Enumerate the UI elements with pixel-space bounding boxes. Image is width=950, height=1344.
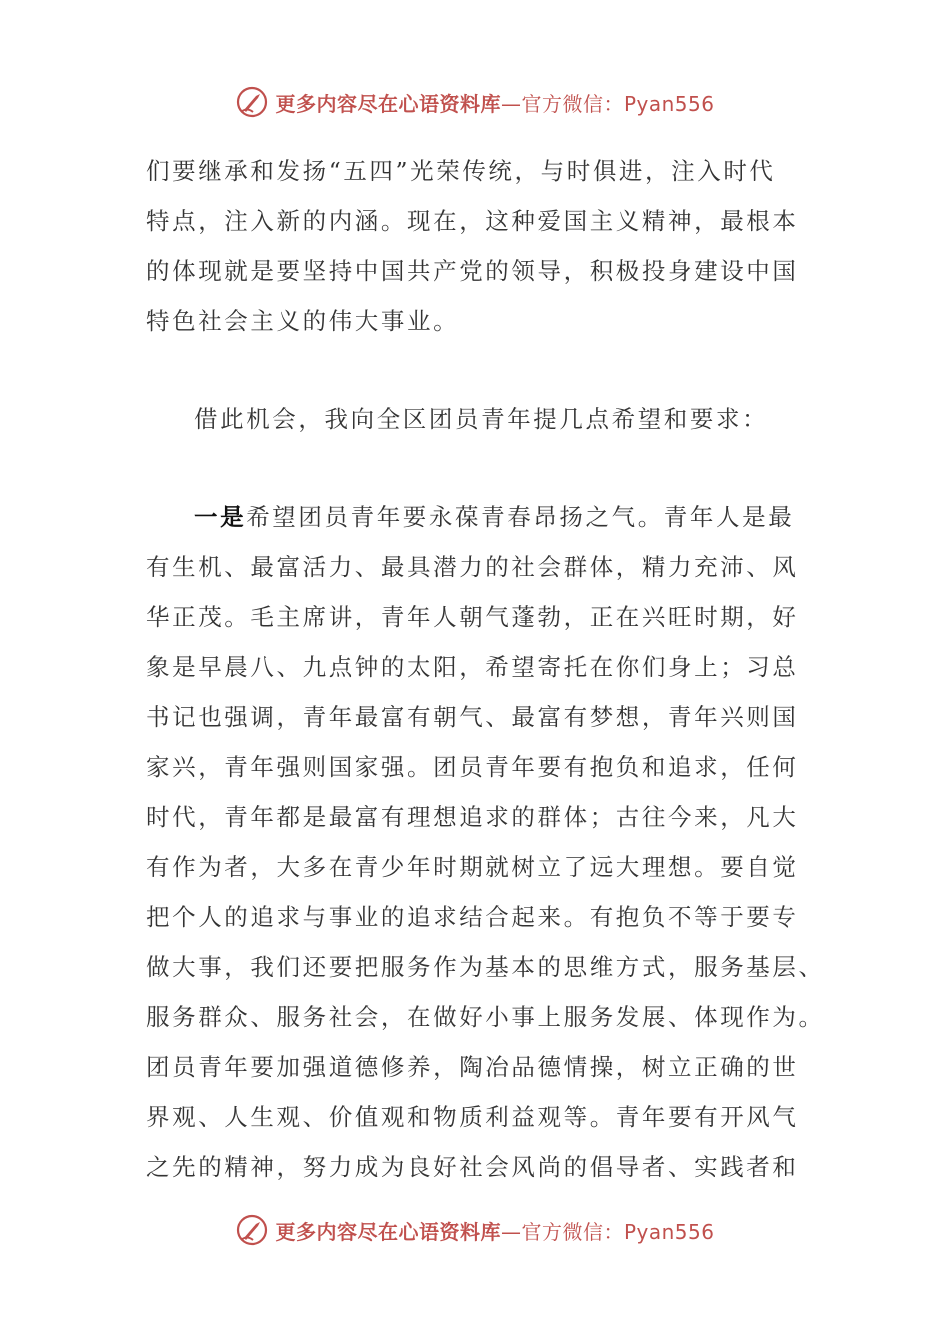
pen-nib-circle-icon: [235, 1213, 269, 1247]
text-line: 有生机、最富活力、最具潜力的社会群体，精力充沛、风: [146, 553, 799, 581]
text-line: 特点，注入新的内涵。现在，这种爱国主义精神，最根本: [146, 207, 799, 235]
text-line: 的体现就是要坚持中国共产党的领导，积极投身建设中国: [146, 257, 799, 285]
banner-dash: —: [500, 91, 522, 116]
banner-text: [275, 88, 714, 117]
text-line: 服务群众、服务社会，在做好小事上服务发展、体现作为。: [146, 1003, 825, 1031]
text-line: 团员青年要加强道德修养，陶冶品德情操，树立正确的世: [146, 1053, 799, 1081]
text-line: 特色社会主义的伟大事业。: [146, 307, 460, 335]
text-line: 把个人的追求与事业的追求结合起来。有抱负不等于要专: [146, 903, 799, 931]
text-line: 书记也强调，青年最富有朝气、最富有梦想，青年兴则国: [146, 703, 799, 731]
paragraph-first-point: [146, 492, 825, 1192]
banner-text: [275, 1216, 714, 1245]
point-first-line: 希望团员青年要永葆青春昂扬之气。青年人是最: [246, 503, 795, 531]
banner-dash: —: [500, 1219, 522, 1244]
text-line: 做大事，我们还要把服务作为基本的思维方式，服务基层、: [146, 953, 825, 981]
header-banner: [0, 82, 950, 122]
text-line: 界观、人生观、价值观和物质利益观等。青年要有开风气: [146, 1103, 799, 1131]
footer-banner: [0, 1210, 950, 1250]
pen-nib-circle-icon: [235, 85, 269, 119]
text-line: 之先的精神，努力成为良好社会风尚的倡导者、实践者和: [146, 1153, 799, 1181]
text-line: 时代，青年都是最富有理想追求的群体；古往今来，凡大: [146, 803, 799, 831]
banner-promo: 更多内容尽在心语资料库: [275, 1219, 501, 1244]
text-line: 家兴，青年强则国家强。团员青年要有抱负和追求，任何: [146, 753, 799, 781]
text-line: 们要继承和发扬“五四”光荣传统，与时俱进，注入时代: [146, 157, 776, 185]
banner-promo: 更多内容尽在心语资料库: [275, 91, 501, 116]
paragraph-intro: [146, 394, 806, 444]
text-line: 借此机会，我向全区团员青年提几点希望和要求：: [194, 405, 769, 433]
banner-wechat: 官方微信：Pyan556: [521, 1219, 715, 1244]
text-line: 有作为者，大多在青少年时期就树立了远大理想。要自觉: [146, 853, 799, 881]
paragraph-continuation: [146, 146, 806, 346]
point-lead: 一是: [194, 503, 247, 531]
text-line: 华正茂。毛主席讲，青年人朝气蓬勃，正在兴旺时期，好: [146, 603, 799, 631]
document-body: [146, 146, 825, 1192]
text-line: 象是早晨八、九点钟的太阳，希望寄托在你们身上；习总: [146, 653, 799, 681]
text-line: [146, 492, 806, 542]
banner-wechat: 官方微信：Pyan556: [521, 91, 715, 116]
